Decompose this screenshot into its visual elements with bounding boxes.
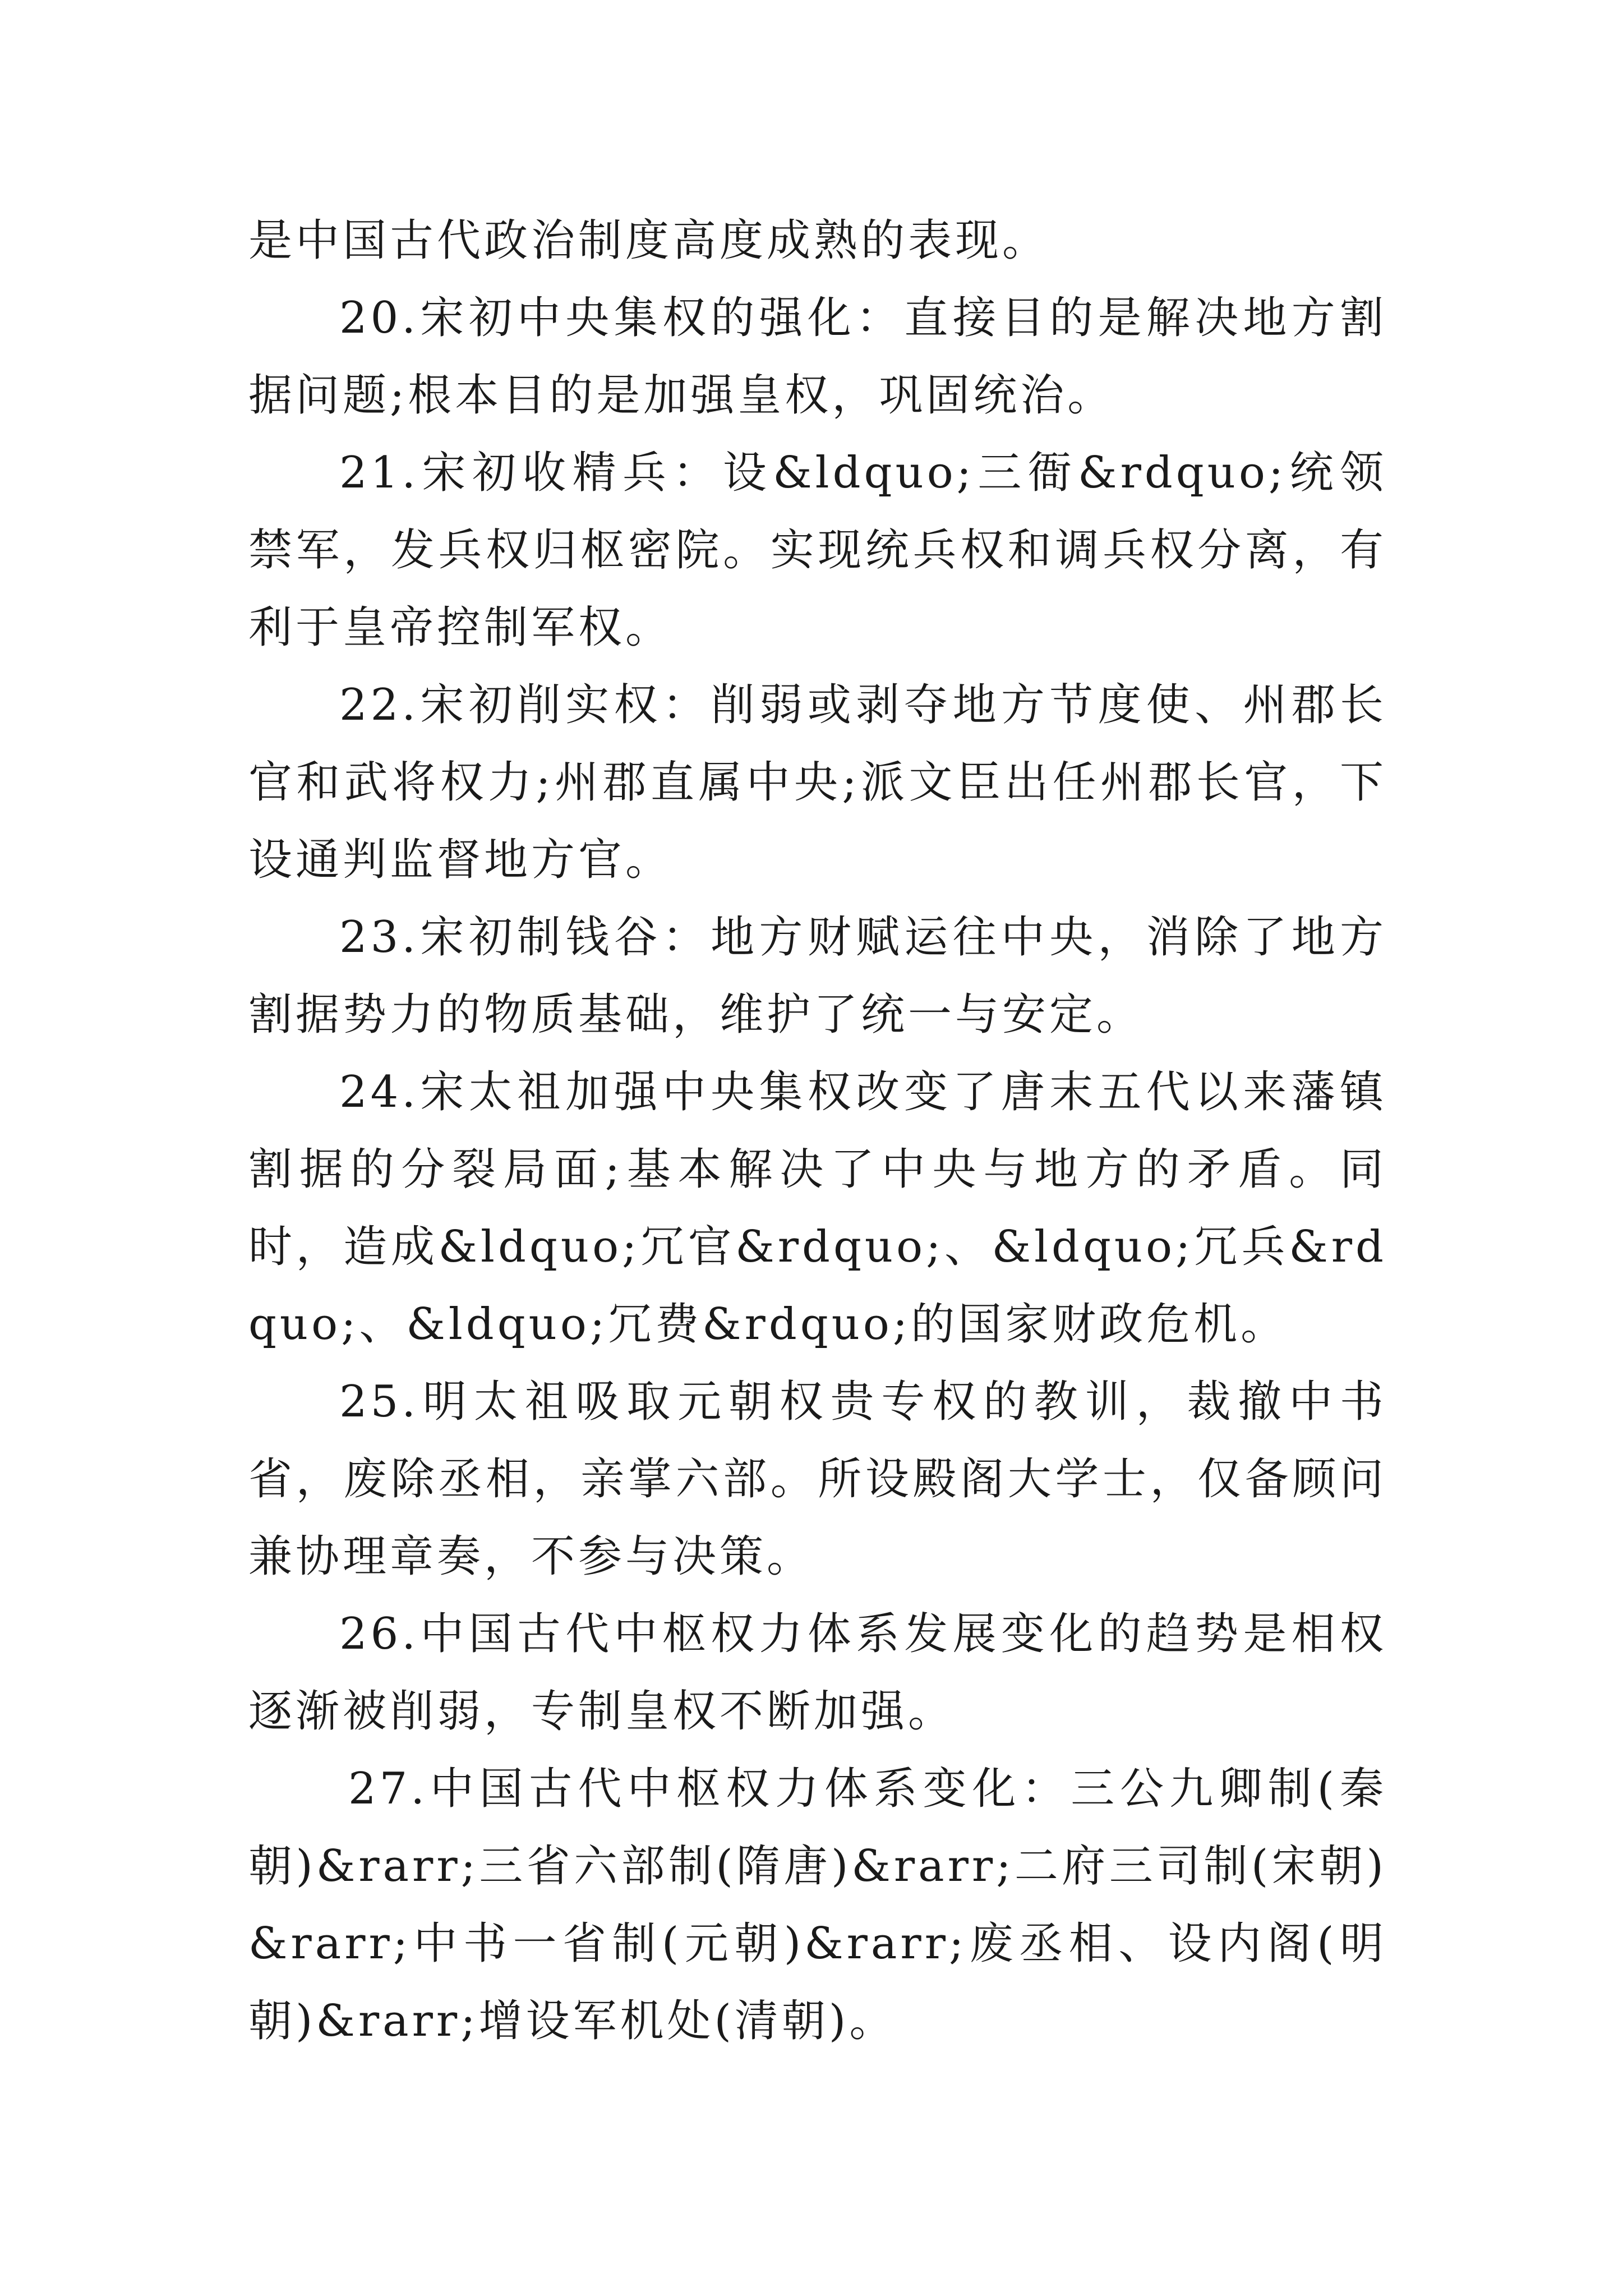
paragraph-item-27: 27.中国古代中枢权力体系变化：三公九卿制(秦朝)&rarr;三省六部制(隋唐)&rarr;二府三司制(宋朝)&rarr;中书一省制(元朝)&rarr;废丞相、设内阁(明朝)&rarr;增设军机处(清朝)。 [248, 1764, 1387, 2046]
paragraph-continuation: 是中国古代政治制度高度成熟的表现。 [248, 215, 1050, 266]
paragraph-item-23: 23.宋初制钱谷：地方财赋运往中央，消除了地方割据势力的物质基础，维护了统一与安定。 [248, 912, 1387, 1040]
paragraph-item-24: 24.宋太祖加强中央集权改变了唐末五代以来藩镇割据的分裂局面;基本解决了中央与地方的矛盾。同时，造成&ldquo;冗官&rdquo;、&ldquo;冗兵&rdquo;、&ldquo;冗费&rdquo;的国家财政危机。 [248, 1067, 1387, 1350]
paragraph-item-21: 21.宋初收精兵：设&ldquo;三衙&rdquo;统领禁军，发兵权归枢密院。实现统兵权和调兵权分离，有利于皇帝控制军权。 [248, 448, 1387, 653]
paragraph-item-25: 25.明太祖吸取元朝权贵专权的教训，裁撤中书省，废除丞相，亲掌六部。所设殿阁大学士，仅备顾问兼协理章奏，不参与决策。 [248, 1377, 1387, 1582]
paragraph-item-26: 26.中国古代中枢权力体系发展变化的趋势是相权逐渐被削弱，专制皇权不断加强。 [248, 1609, 1387, 1737]
document-body [248, 202, 1387, 2060]
paragraph-item-22: 22.宋初削实权：削弱或剥夺地方节度使、州郡长官和武将权力;州郡直属中央;派文臣出任州郡长官，下设通判监督地方官。 [248, 680, 1387, 885]
paragraph-item-20: 20.宋初中央集权的强化：直接目的是解决地方割据问题;根本目的是加强皇权，巩固统治。 [248, 293, 1387, 421]
